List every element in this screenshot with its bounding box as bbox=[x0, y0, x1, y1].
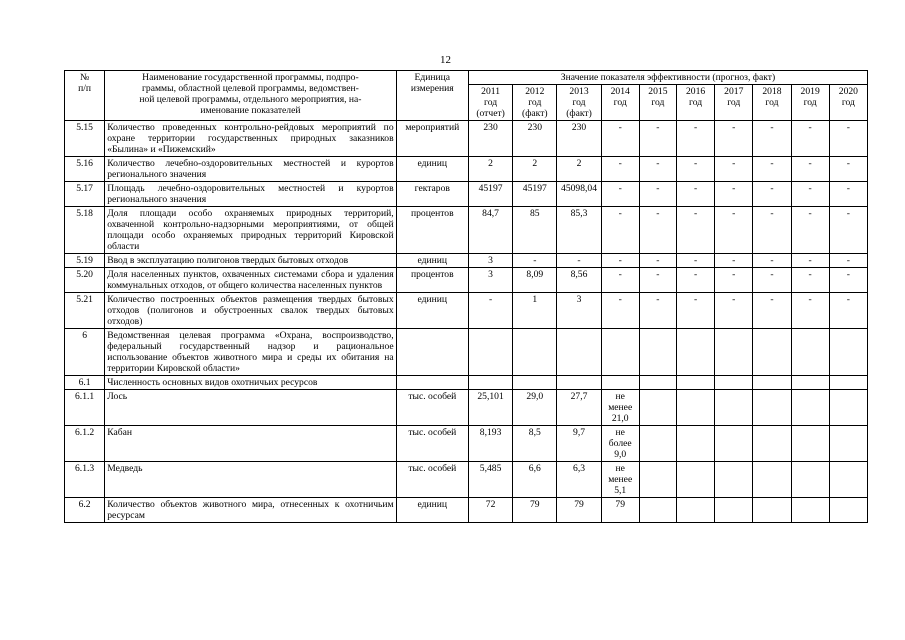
row-value: 85 bbox=[513, 207, 557, 254]
table-row bbox=[65, 293, 868, 329]
row-value bbox=[829, 462, 867, 498]
row-number: 6 bbox=[65, 329, 105, 376]
row-value: 8,193 bbox=[468, 426, 512, 462]
row-value: - bbox=[829, 121, 867, 157]
header-year: 2019 год bbox=[791, 85, 829, 121]
header-year: 2014 год bbox=[601, 85, 639, 121]
row-value bbox=[639, 498, 676, 523]
header-year: 2020 год bbox=[829, 85, 867, 121]
row-value: - bbox=[829, 254, 867, 268]
header-group: Значение показателя эффективности (прогноз, факт) bbox=[468, 71, 867, 85]
row-value bbox=[676, 390, 714, 426]
row-value: - bbox=[601, 254, 639, 268]
row-name: Кабан bbox=[105, 426, 396, 462]
row-value bbox=[639, 390, 676, 426]
row-value: 230 bbox=[513, 121, 557, 157]
row-value: - bbox=[715, 121, 753, 157]
row-value: - bbox=[639, 254, 676, 268]
row-unit: единиц bbox=[396, 157, 468, 182]
row-value bbox=[639, 462, 676, 498]
row-value bbox=[791, 462, 829, 498]
row-value: 2 bbox=[557, 157, 601, 182]
row-value: - bbox=[715, 254, 753, 268]
row-number: 5.18 bbox=[65, 207, 105, 254]
row-value: - bbox=[753, 182, 791, 207]
header-year: 2017 год bbox=[715, 85, 753, 121]
row-value bbox=[639, 329, 676, 376]
row-value bbox=[468, 329, 512, 376]
row-value: - bbox=[639, 268, 676, 293]
row-value: - bbox=[791, 207, 829, 254]
header-row bbox=[65, 71, 868, 85]
row-value: 9,7 bbox=[557, 426, 601, 462]
row-value bbox=[753, 462, 791, 498]
table-row bbox=[65, 254, 868, 268]
row-value bbox=[829, 390, 867, 426]
row-value: 5,485 bbox=[468, 462, 512, 498]
row-value: - bbox=[829, 268, 867, 293]
table-row bbox=[65, 390, 868, 426]
row-value bbox=[639, 376, 676, 390]
row-value: - bbox=[791, 157, 829, 182]
table-row bbox=[65, 182, 868, 207]
row-value: - bbox=[791, 182, 829, 207]
row-value: - bbox=[639, 207, 676, 254]
header-number: № п/п bbox=[65, 71, 105, 121]
row-unit: единиц bbox=[396, 498, 468, 523]
table-row bbox=[65, 207, 868, 254]
row-value bbox=[601, 376, 639, 390]
row-value: 230 bbox=[468, 121, 512, 157]
row-value bbox=[513, 329, 557, 376]
row-number: 5.17 bbox=[65, 182, 105, 207]
row-value: 79 bbox=[513, 498, 557, 523]
row-value bbox=[676, 426, 714, 462]
row-value bbox=[557, 376, 601, 390]
row-value: - bbox=[639, 293, 676, 329]
row-value: - bbox=[676, 157, 714, 182]
row-value: - bbox=[715, 268, 753, 293]
row-value: - bbox=[601, 182, 639, 207]
row-name: Лось bbox=[105, 390, 396, 426]
row-value bbox=[791, 329, 829, 376]
table-row bbox=[65, 498, 868, 523]
row-unit: процентов bbox=[396, 207, 468, 254]
row-value: - bbox=[753, 293, 791, 329]
row-name: Количество проведенных контрольно-рейдовых мероприятий по охране территории государственных природных заказников «Былина» и «Пижемский» bbox=[105, 121, 396, 157]
row-value bbox=[715, 498, 753, 523]
row-value: 27,7 bbox=[557, 390, 601, 426]
row-value: не менее 21,0 bbox=[601, 390, 639, 426]
row-value bbox=[753, 426, 791, 462]
row-value bbox=[791, 426, 829, 462]
row-value bbox=[468, 376, 512, 390]
row-value: - bbox=[791, 268, 829, 293]
row-unit: тыс. особей bbox=[396, 462, 468, 498]
table-row bbox=[65, 121, 868, 157]
row-number: 6.1.1 bbox=[65, 390, 105, 426]
row-value: - bbox=[676, 293, 714, 329]
row-value: - bbox=[753, 207, 791, 254]
row-value: - bbox=[639, 182, 676, 207]
row-name: Доля площади особо охраняемых природных территорий, охваченной контрольно-надзорными мероприятиями, от общей площади особо охраняемых природных территорий Кировской области bbox=[105, 207, 396, 254]
row-value: 79 bbox=[601, 498, 639, 523]
row-value: 72 bbox=[468, 498, 512, 523]
row-value: - bbox=[468, 293, 512, 329]
row-name: Площадь лечебно-оздоровительных местностей и курортов регионального значения bbox=[105, 182, 396, 207]
row-value bbox=[791, 376, 829, 390]
row-value: - bbox=[829, 182, 867, 207]
row-unit: единиц bbox=[396, 254, 468, 268]
row-value: - bbox=[639, 121, 676, 157]
row-value bbox=[753, 329, 791, 376]
row-value: 3 bbox=[557, 293, 601, 329]
row-value: - bbox=[791, 254, 829, 268]
row-value: - bbox=[715, 293, 753, 329]
row-unit bbox=[396, 376, 468, 390]
row-value: не более 9,0 bbox=[601, 426, 639, 462]
row-value: - bbox=[791, 293, 829, 329]
table-row bbox=[65, 462, 868, 498]
row-value bbox=[753, 376, 791, 390]
row-value: - bbox=[829, 207, 867, 254]
row-unit: единиц bbox=[396, 293, 468, 329]
table-row bbox=[65, 426, 868, 462]
table-row bbox=[65, 268, 868, 293]
row-value: 79 bbox=[557, 498, 601, 523]
row-value: 1 bbox=[513, 293, 557, 329]
row-number: 6.1.2 bbox=[65, 426, 105, 462]
header-name: Наименование государственной программы, подпро- граммы, областной целевой программы, ведомствен- ной целевой программы, отдельного мероприятия, на- именование показателей bbox=[105, 71, 396, 121]
row-value bbox=[791, 390, 829, 426]
row-name: Количество лечебно-оздоровительных местностей и курортов регионального значения bbox=[105, 157, 396, 182]
header-year: 2018 год bbox=[753, 85, 791, 121]
row-value bbox=[829, 376, 867, 390]
row-value bbox=[829, 329, 867, 376]
row-value bbox=[715, 390, 753, 426]
row-value: - bbox=[715, 157, 753, 182]
row-unit: тыс. особей bbox=[396, 426, 468, 462]
row-value: - bbox=[601, 121, 639, 157]
header-year: 2011 год (отчет) bbox=[468, 85, 512, 121]
row-value bbox=[829, 498, 867, 523]
row-name: Количество построенных объектов размещения твердых бытовых отходов (полигонов и обустроенных свалок твердых бытовых отходов) bbox=[105, 293, 396, 329]
row-value: 8,5 bbox=[513, 426, 557, 462]
row-number: 5.20 bbox=[65, 268, 105, 293]
row-value: - bbox=[676, 182, 714, 207]
row-value: 45197 bbox=[513, 182, 557, 207]
row-unit bbox=[396, 329, 468, 376]
row-value: - bbox=[601, 293, 639, 329]
row-value bbox=[715, 329, 753, 376]
row-value: 8,09 bbox=[513, 268, 557, 293]
row-value: - bbox=[753, 268, 791, 293]
row-value: 230 bbox=[557, 121, 601, 157]
row-value: - bbox=[829, 293, 867, 329]
row-value: 3 bbox=[468, 268, 512, 293]
header-year: 2013 год (факт) bbox=[557, 85, 601, 121]
row-value: - bbox=[715, 207, 753, 254]
row-name: Количество объектов животного мира, отнесенных к охотничьим ресурсам bbox=[105, 498, 396, 523]
row-value: 2 bbox=[513, 157, 557, 182]
row-name: Ведомственная целевая программа «Охрана, воспроизводство, федеральный государственный надзор и рациональное использование объектов животного мира и среды их обитания на территории Кировской области» bbox=[105, 329, 396, 376]
row-value bbox=[601, 329, 639, 376]
row-value: 6,3 bbox=[557, 462, 601, 498]
row-value: 2 bbox=[468, 157, 512, 182]
row-value bbox=[829, 426, 867, 462]
row-value: - bbox=[715, 182, 753, 207]
table-row bbox=[65, 329, 868, 376]
row-value: - bbox=[601, 207, 639, 254]
row-value bbox=[791, 498, 829, 523]
row-value: не менее 5,1 bbox=[601, 462, 639, 498]
row-number: 6.1 bbox=[65, 376, 105, 390]
row-value: 45197 bbox=[468, 182, 512, 207]
row-number: 6.2 bbox=[65, 498, 105, 523]
row-value: 45098,04 bbox=[557, 182, 601, 207]
row-value: 84,7 bbox=[468, 207, 512, 254]
row-value: 6,6 bbox=[513, 462, 557, 498]
row-name: Ввод в эксплуатацию полигонов твердых бытовых отходов bbox=[105, 254, 396, 268]
row-unit: гектаров bbox=[396, 182, 468, 207]
row-value: - bbox=[601, 157, 639, 182]
row-value bbox=[715, 462, 753, 498]
row-value: - bbox=[753, 121, 791, 157]
row-number: 5.16 bbox=[65, 157, 105, 182]
row-value: - bbox=[676, 207, 714, 254]
header-year: 2012 год (факт) bbox=[513, 85, 557, 121]
row-value: - bbox=[676, 268, 714, 293]
row-name: Доля населенных пунктов, охваченных системами сбора и удаления коммунальных отходов, от общего количества населенных пунктов bbox=[105, 268, 396, 293]
row-unit: мероприятий bbox=[396, 121, 468, 157]
row-value: - bbox=[513, 254, 557, 268]
row-value: - bbox=[557, 254, 601, 268]
row-value: - bbox=[676, 121, 714, 157]
row-value: 85,3 bbox=[557, 207, 601, 254]
row-number: 6.1.3 bbox=[65, 462, 105, 498]
header-year: 2016 год bbox=[676, 85, 714, 121]
row-value bbox=[557, 329, 601, 376]
row-number: 5.15 bbox=[65, 121, 105, 157]
row-value bbox=[513, 376, 557, 390]
row-number: 5.21 bbox=[65, 293, 105, 329]
table-row bbox=[65, 376, 868, 390]
row-value: 8,56 bbox=[557, 268, 601, 293]
row-unit: тыс. особей bbox=[396, 390, 468, 426]
row-value bbox=[676, 498, 714, 523]
row-unit: процентов bbox=[396, 268, 468, 293]
row-number: 5.19 bbox=[65, 254, 105, 268]
row-value: 25,101 bbox=[468, 390, 512, 426]
row-value bbox=[639, 426, 676, 462]
row-value: - bbox=[753, 157, 791, 182]
row-name: Медведь bbox=[105, 462, 396, 498]
page-number: 12 bbox=[440, 54, 451, 66]
table-row bbox=[65, 157, 868, 182]
row-value: - bbox=[676, 254, 714, 268]
row-value bbox=[715, 426, 753, 462]
row-value: - bbox=[753, 254, 791, 268]
row-name: Численность основных видов охотничьих ресурсов bbox=[105, 376, 396, 390]
row-value bbox=[753, 390, 791, 426]
row-value bbox=[676, 462, 714, 498]
row-value bbox=[715, 376, 753, 390]
row-value: 3 bbox=[468, 254, 512, 268]
row-value bbox=[676, 376, 714, 390]
row-value: - bbox=[639, 157, 676, 182]
row-value: - bbox=[829, 157, 867, 182]
row-value: - bbox=[791, 121, 829, 157]
indicator-table bbox=[64, 70, 868, 523]
row-value: - bbox=[601, 268, 639, 293]
row-value: 29,0 bbox=[513, 390, 557, 426]
row-value bbox=[676, 329, 714, 376]
row-value bbox=[753, 498, 791, 523]
header-year: 2015 год bbox=[639, 85, 676, 121]
header-unit: Единица измерения bbox=[396, 71, 468, 121]
